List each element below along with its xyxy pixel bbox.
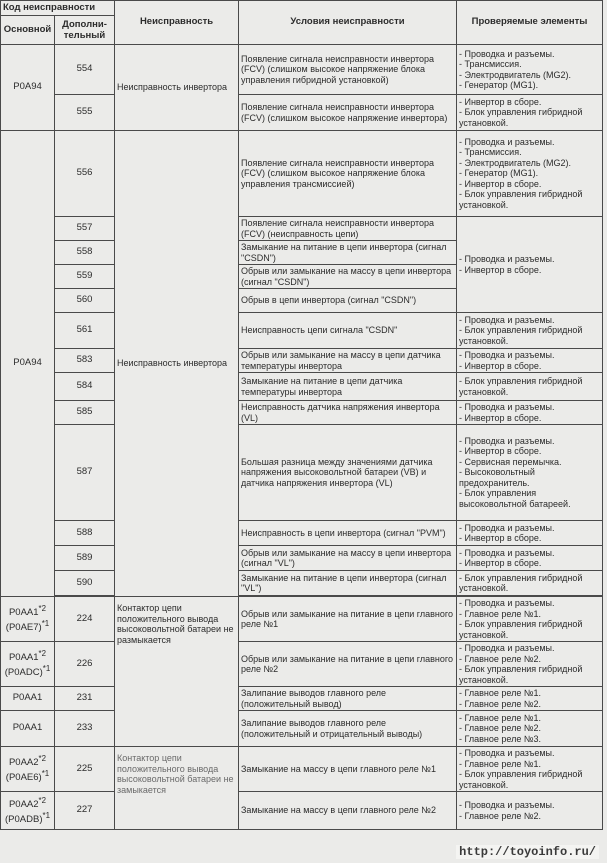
sub-code: 225 [55, 747, 115, 792]
sub-code: 231 [55, 687, 115, 711]
table-row [1, 131, 603, 217]
sub-code: 584 [55, 373, 115, 401]
sub-code: 560 [55, 289, 115, 313]
table-row [1, 642, 603, 687]
condition: Замыкание на массу в цепи главного реле №1 [239, 747, 457, 792]
fault-description: Неисправность инвертора [115, 45, 239, 131]
sub-code: 585 [55, 401, 115, 425]
sub-code: 227 [55, 792, 115, 830]
sub-code: 557 [55, 217, 115, 241]
condition: Замыкание на питание в цепи инвертора (сигнал "CSDN") [239, 241, 457, 265]
condition: Замыкание на питание в цепи датчика температуры инвертора [239, 373, 457, 401]
header-conditions: Условия неисправности [239, 1, 457, 45]
sub-code: 561 [55, 313, 115, 349]
sub-code: 590 [55, 571, 115, 596]
condition: Залипание выводов главного реле (положительный вывод) [239, 687, 457, 711]
condition: Появление сигнала неисправности инвертора (FCV) (слишком высокое напряжение блока управления трансмиссией) [239, 131, 457, 217]
sub-code: 233 [55, 711, 115, 747]
sub-code: 559 [55, 265, 115, 289]
checked-items: - Проводка и разъемы. - Инвертор в сборе. [457, 349, 603, 373]
table-row [1, 217, 603, 241]
checked-items: - Проводка и разъемы. - Блок управления гибридной установкой. [457, 313, 603, 349]
header-code-group: Код неисправности [1, 1, 115, 16]
checked-items: - Проводка и разъемы. - Инвертор в сборе. - Сервисная перемычка. - Высоковольтный предохранитель. - Блок управления высоковольтной батареей. [457, 425, 603, 521]
condition: Обрыв или замыкание на питание в цепи главного реле №1 [239, 597, 457, 642]
checked-items: - Проводка и разъемы. - Главное реле №1. - Блок управления гибридной установкой. [457, 747, 603, 792]
checked-items: - Проводка и разъемы. - Главное реле №2. - Блок управления гибридной установкой. [457, 642, 603, 687]
table-row [1, 521, 603, 546]
checked-items: - Проводка и разъемы. - Инвертор в сборе. [457, 521, 603, 546]
watermark-url: http://toyoinfo.ru/ [456, 845, 599, 859]
checked-items: - Проводка и разъемы. - Инвертор в сборе. [457, 546, 603, 571]
condition: Замыкание на массу в цепи главного реле №2 [239, 792, 457, 830]
table-row [1, 313, 603, 349]
condition: Неисправность датчика напряжения инвертора (VL) [239, 401, 457, 425]
condition: Появление сигнала неисправности инвертора (FCV) (слишком высокое напряжение блока управления гибридной установкой) [239, 45, 457, 95]
base-code: P0AA1$^{*2}$ $(P0AE7)^{*1}$ [1, 597, 55, 642]
checked-items: - Главное реле №1. - Главное реле №2. - Главное реле №3. [457, 711, 603, 747]
table-row [1, 45, 603, 95]
checked-items: - Инвертор в сборе. - Блок управления гибридной установкой. [457, 95, 603, 131]
checked-items: - Проводка и разъемы. - Трансмиссия. - Электродвигатель (MG2). - Генератор (MG1). [457, 45, 603, 95]
table-row [1, 546, 603, 571]
header-row-top [1, 1, 603, 16]
condition: Неисправность цепи сигнала "CSDN" [239, 313, 457, 349]
checked-items: - Блок управления гибридной установкой. [457, 571, 603, 596]
base-code: P0AA1$^{*2}$ $(P0ADC)^{*1}$ [1, 642, 55, 687]
sub-code: 226 [55, 642, 115, 687]
checked-items: - Проводка и разъемы. - Главное реле №1. - Блок управления гибридной установкой. [457, 597, 603, 642]
header-checks: Проверяемые элементы [457, 1, 603, 45]
fault-description: Контактор цепи положительного вывода высоковольтной батареи не размыкается [115, 597, 239, 747]
table-row [1, 571, 603, 596]
condition: Большая разница между значениями датчика напряжения высоковольтной батареи (VB) и датчика напряжения инвертора (VL) [239, 425, 457, 521]
condition: Неисправность в цепи инвертора (сигнал "PVM") [239, 521, 457, 546]
condition: Обрыв или замыкание на массу в цепи инвертора (сигнал "CSDN") [239, 265, 457, 289]
sub-code: 224 [55, 597, 115, 642]
header-fault: Неисправность [115, 1, 239, 45]
condition: Замыкание на питание в цепи инвертора (сигнал "VL") [239, 571, 457, 596]
table-row [1, 711, 603, 747]
checked-items: - Главное реле №1. - Главное реле №2. [457, 687, 603, 711]
table-row [1, 349, 603, 373]
fault-description: Неисправность инвертора [115, 131, 239, 597]
header-sub: Дополни- тельный [55, 16, 115, 45]
condition: Появление сигнала неисправности инвертора (FCV) (слишком высокое напряжение инвертора) [239, 95, 457, 131]
sub-code: 583 [55, 349, 115, 373]
condition: Обрыв или замыкание на массу в цепи датчика температуры инвертора [239, 349, 457, 373]
condition: Залипание выводов главного реле (положительный и отрицательный выводы) [239, 711, 457, 747]
checked-items: - Проводка и разъемы. - Инвертор в сборе. [457, 217, 603, 313]
sub-code: 589 [55, 546, 115, 571]
table-row [1, 597, 603, 642]
table-row [1, 425, 603, 521]
condition: Обрыв или замыкание на массу в цепи инвертора (сигнал "VL") [239, 546, 457, 571]
checked-items: - Проводка и разъемы. - Инвертор в сборе. [457, 401, 603, 425]
sub-code: 556 [55, 131, 115, 217]
base-code: P0A94 [1, 131, 55, 597]
checked-items: - Проводка и разъемы. - Трансмиссия. - Электродвигатель (MG2). - Генератор (MG1). - Инвертор в сборе. - Блок управления гибридной установкой. [457, 131, 603, 217]
table-row [1, 747, 603, 792]
base-code: P0AA2$^{*2}$ $(P0ADB)^{*1}$ [1, 792, 55, 830]
sub-code: 587 [55, 425, 115, 521]
table-row [1, 95, 603, 131]
sub-code: 588 [55, 521, 115, 546]
table-row [1, 687, 603, 711]
fault-description: Контактор цепи положительного вывода высоковольтной батареи не замыкается [115, 747, 239, 830]
condition: Появление сигнала неисправности инвертора (FCV) (неисправность цепи) [239, 217, 457, 241]
condition: Обрыв или замыкание на питание в цепи главного реле №2 [239, 642, 457, 687]
sub-code: 555 [55, 95, 115, 131]
sub-code: 554 [55, 45, 115, 95]
checked-items: - Проводка и разъемы. - Главное реле №2. [457, 792, 603, 830]
base-code: P0AA2$^{*2}$ $(P0AE6)^{*1}$ [1, 747, 55, 792]
condition: Обрыв в цепи инвертора (сигнал "CSDN") [239, 289, 457, 313]
header-base: Основной [1, 16, 55, 45]
table-row [1, 792, 603, 830]
sub-code: 558 [55, 241, 115, 265]
base-code: P0AA1 [1, 711, 55, 747]
table-row [1, 373, 603, 401]
checked-items: - Блок управления гибридной установкой. [457, 373, 603, 401]
table-row [1, 401, 603, 425]
base-code: P0A94 [1, 45, 55, 131]
base-code: P0AA1 [1, 687, 55, 711]
